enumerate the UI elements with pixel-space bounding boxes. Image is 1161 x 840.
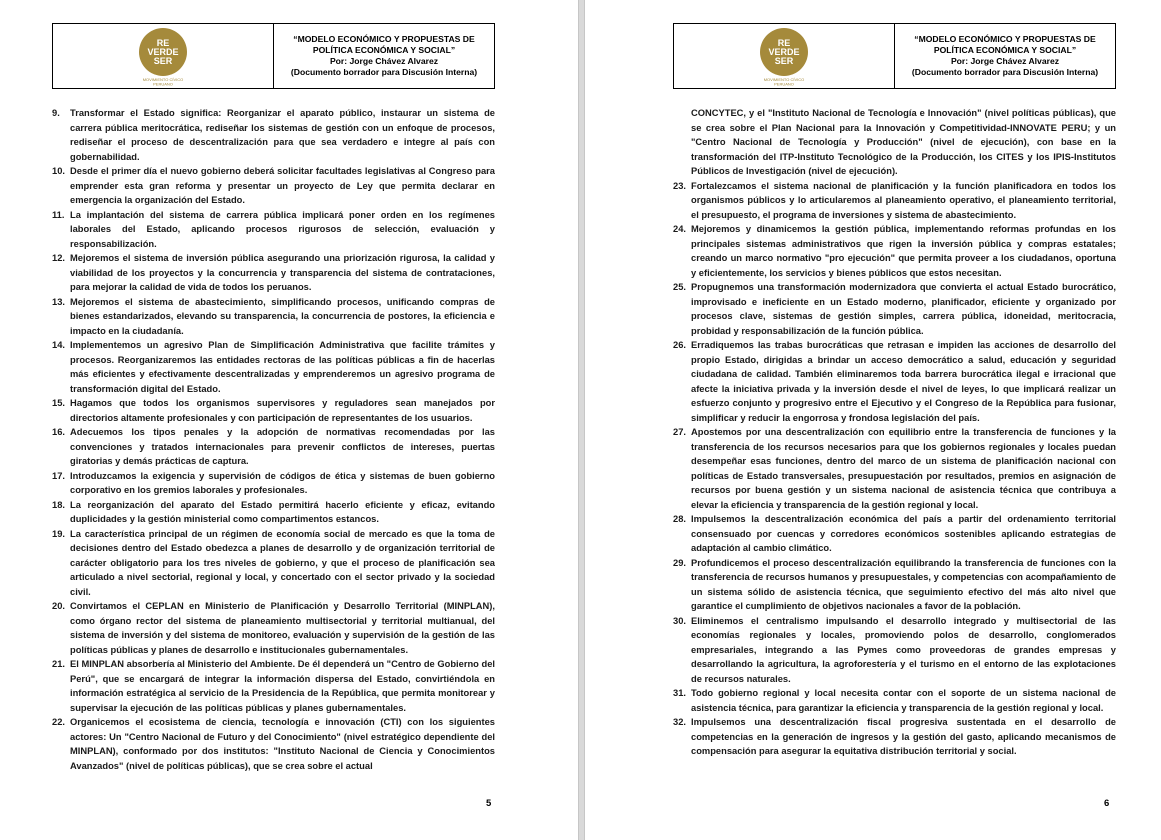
item-text: Erradiquemos las trabas burocráticas que retrasan e impiden las acciones de desarrollo del propio Estado, dirigidas a brindar un acceso democrático a salud, educación y seguridad ciudadana de calidad. También eliminaremos toda barrera burocrática ilegal e irracional que afecte la iniciativa privada y la inversión desde el nivel de leyes, lo que implicará realizar un esfuerzo conjunto y progresivo entre el Ejecutivo y el Congreso de la República para fusionar, simplificar y reducir la engorrosa y frondosa legislación del país. bbox=[691, 340, 1116, 423]
page-body bbox=[52, 106, 495, 773]
svg-text:SER: SER bbox=[153, 56, 173, 66]
item-text: Desde el primer día el nuevo gobierno deberá solicitar facultades legislativas al Congreso para emprender esta gran reforma y presentar un proyecto de Ley que permita declarar en emergencia la organización del Estado. bbox=[70, 166, 495, 205]
item-text: La característica principal de un régimen de economía social de mercado es que la toma de decisiones dentro del Estado obedezca a planes de desarrollo y de organización territorial de carácter obligatorio para los tres niveles de gobierno, y que el proceso de planificación sea articulado a nivel sectorial, regional y local, y concertado con el sector privado y la sociedad civil. bbox=[70, 528, 495, 597]
header-title-line1: “MODELO ECONÓMICO Y PROPUESTAS DE bbox=[914, 34, 1096, 44]
item-number: 29. bbox=[673, 557, 686, 568]
item-number: 25. bbox=[673, 282, 686, 292]
header-title-line2: POLÍTICA ECONÓMICA Y SOCIAL” bbox=[312, 45, 456, 55]
reverdeser-logo bbox=[131, 26, 195, 86]
item-text: Adecuemos los tipos penales y la adopción de normativas recomendadas por las convenciones y tratados internacionales para prevenir conflictos de intereses, puertas giratorias y demás prácticas de captura. bbox=[70, 427, 495, 466]
item-number: 23. bbox=[673, 180, 686, 191]
item-text: Introduzcamos la exigencia y supervisión de códigos de ética y sistemas de buen gobierno corporativo en los gremios laborales y profesionales. bbox=[70, 470, 495, 495]
document-page-left bbox=[0, 0, 578, 840]
item-number: 16. bbox=[52, 427, 65, 437]
header-title-line2: POLÍTICA ECONÓMICA Y SOCIAL” bbox=[933, 45, 1077, 55]
page-header bbox=[673, 23, 1116, 89]
item-number: 14. bbox=[52, 340, 65, 350]
svg-text:RE: RE bbox=[156, 38, 170, 48]
item-text: Propugnemos una transformación modernizadora que convierta el actual Estado burocrático, improvisado e ineficiente en un Estado moderno, planificador, eficiente y organizado por procesos clave, sistemas de gestión simples, carrera pública, idoneidad, meritocracia, probidad y responsabilización de la función pública. bbox=[691, 282, 1116, 336]
item-text: Organicemos el ecosistema de ciencia, tecnología e innovación (CTI) con los siguientes actores: Un "Centro Nacional de Futuro y del Conocimiento" (nivel estratégico dependiente del MINPLAN), conformado por dos institutos: "Instituto Nacional de Ciencia y Conocimientos Avanzados" (nivel de políticas públicas), que se crea sobre el actual bbox=[70, 717, 495, 771]
list-item bbox=[673, 686, 1116, 715]
item-number: 9. bbox=[52, 108, 60, 118]
item-text: Todo gobierno regional y local necesita contar con el soporte de un sistema nacional de asistencia técnica, para garantizar la eficiencia y transparencia de la gestión regional y local. bbox=[691, 688, 1116, 713]
svg-text:MOVIMIENTO CÍVICO: MOVIMIENTO CÍVICO bbox=[142, 77, 184, 82]
page-gutter bbox=[578, 0, 585, 840]
list-item bbox=[673, 425, 1116, 512]
list-item bbox=[673, 222, 1116, 280]
list-item bbox=[52, 599, 495, 657]
list-item bbox=[673, 338, 1116, 425]
item-number: 27. bbox=[673, 427, 686, 437]
document-page-right bbox=[585, 0, 1161, 840]
item-number: 30. bbox=[673, 615, 686, 626]
item-text: Eliminemos el centralismo impulsando el desarrollo integrado y multisectorial de las economías regionales y locales, promoviendo polos de desarrollo, conglomerados empresariales, integrando a las Pymes como proveedoras de grandes empresas y desarrollando la agricultura, la agroforestería y el turismo en el entorno de las explotaciones de recursos naturales. bbox=[691, 615, 1116, 684]
list-item bbox=[52, 396, 495, 425]
list-item bbox=[673, 614, 1116, 687]
list-item bbox=[52, 295, 495, 339]
item-text: Hagamos que todos los organismos supervisores y reguladores sean manejados por directorios altamente profesionales y con participación de representantes de los usuarios. bbox=[70, 398, 495, 423]
page-body bbox=[673, 106, 1116, 759]
svg-text:RE: RE bbox=[777, 38, 791, 48]
header-note: (Documento borrador para Discusión Interna) bbox=[911, 67, 1099, 77]
header-note: (Documento borrador para Discusión Interna) bbox=[290, 67, 478, 77]
continued-paragraph: CONCYTEC, y el "Instituto Nacional de Tecnología e Innovación" (nivel políticas públicas), que se crea sobre el Plan Nacional para la Innovación y Competitividad-INNOVATE PERU; y un "Centro Nacional de Tecnología y Producción" (nivel de ejecución), con base en la transformación del ITP-Instituto Tecnológico de la Producción, los CITES y los IPIS-Institutos Públicos de Investigación (nivel de ejecución). bbox=[691, 108, 1116, 176]
header-title-line1: “MODELO ECONÓMICO Y PROPUESTAS DE bbox=[293, 34, 475, 44]
item-number: 11. bbox=[52, 209, 65, 220]
item-text: Impulsemos una descentralización fiscal progresiva sustentada en el desarrollo de competencias en la generación de ingresos y la gestión del gasto, aplicando mecanismos de compensación para asegurar la equitativa distribución territorial y social. bbox=[691, 717, 1116, 756]
list-item bbox=[52, 164, 495, 208]
item-text: La implantación del sistema de carrera pública implicará poner orden en los regímenes laborales del Estado, aplicando procesos rigurosos de selección, evaluación y responsabilización. bbox=[70, 209, 495, 249]
item-text: La reorganización del aparato del Estado permitirá hacerlo eficiente y eficaz, evitando duplicidades y la gestión ministerial como compartimentos estancos. bbox=[70, 499, 495, 524]
list-item bbox=[673, 179, 1116, 223]
item-number: 13. bbox=[52, 296, 65, 307]
item-number: 26. bbox=[673, 340, 686, 350]
item-text: Fortalezcamos el sistema nacional de planificación y la función planificadora en todos los organismos públicos y lo articularemos al planeamiento operativo, el planeamiento territorial, el presupuesto, el programa de inversiones y sistema de abastecimiento. bbox=[691, 180, 1116, 220]
svg-text:SER: SER bbox=[774, 56, 794, 66]
item-number: 21. bbox=[52, 659, 65, 669]
item-number: 19. bbox=[52, 528, 65, 539]
item-text: Mejoremos el sistema de inversión pública asegurando una priorización rigurosa, la calidad y viabilidad de los proyectos y la concurrencia y transparencia del sistema de contrataciones, para mejorar la calidad de vida de todos los peruanos. bbox=[70, 253, 495, 292]
item-text: Implementemos un agresivo Plan de Simplificación Administrativa que facilite trámites y procesos. Reorganizaremos las entidades rectoras de las políticas públicas a fin de hacerlas más eficientes y efectivamente descentralizadas y emprenderemos un agresivo programa de transformación digital del Estado. bbox=[70, 340, 495, 394]
page-number: 5 bbox=[486, 798, 492, 809]
logo-cell bbox=[674, 24, 895, 88]
header-title-cell bbox=[274, 24, 494, 88]
svg-text:VERDE: VERDE bbox=[147, 47, 179, 57]
list-item bbox=[673, 715, 1116, 759]
item-text: El MINPLAN absorbería al Ministerio del Ambiente. De él dependerá un "Centro de Gobierno del Perú", que se encargará de integrar la información dispersa del Estado, convirtiéndola en información estratégica al servicio de la Presidencia de la República, que permita monitorear y supervisar la ejecución de las políticas públicas y planes gubernamentales. bbox=[70, 659, 495, 713]
item-text: Mejoremos el sistema de abastecimiento, simplificando procesos, unificando compras de bienes estandarizados, elevando su transparencia, la concurrencia de postores, la eficiencia e impacto en la ciudadanía. bbox=[70, 296, 495, 336]
item-number: 31. bbox=[673, 688, 686, 698]
item-text: Profundicemos el proceso descentralización equilibrando la transferencia de funciones con la transferencia de recursos humanos y presupuestales, y competencias con acompañamiento de un sistema sólido de asistencia técnica, que seguimiento efectivo del más alto nivel que garantice el cumplimiento de objetivos nacionales a favor de la población. bbox=[691, 557, 1116, 611]
item-number: 28. bbox=[673, 514, 686, 524]
item-number: 24. bbox=[673, 224, 686, 234]
item-text: Transformar el Estado significa: Reorganizar el aparato público, instaurar un sistema de carrera pública meritocrática, rediseñar los sistemas de gestión con un enfoque de procesos, rediseñar el proceso de descentralización para que sea verdadero e integre al país con gobernabilidad. bbox=[70, 108, 495, 162]
logo-cell bbox=[53, 24, 274, 88]
list-item bbox=[673, 280, 1116, 338]
svg-text:PERUANO: PERUANO bbox=[774, 81, 794, 86]
list-item bbox=[52, 251, 495, 295]
header-author: Por: Jorge Chávez Alvarez bbox=[950, 56, 1060, 66]
list-item bbox=[52, 208, 495, 252]
list-item bbox=[673, 556, 1116, 614]
svg-text:MOVIMIENTO CÍVICO: MOVIMIENTO CÍVICO bbox=[763, 77, 805, 82]
item-text: Impulsemos la descentralización económica del país a partir del ordenamiento territorial consensuado por cuencas y corredores económicos sostenibles aplicando estrategias de adaptación al cambio climático. bbox=[691, 514, 1116, 553]
list-item bbox=[52, 338, 495, 396]
list-item bbox=[52, 469, 495, 498]
item-number: 22. bbox=[52, 717, 65, 727]
list-item bbox=[52, 715, 495, 773]
list-item bbox=[52, 106, 495, 164]
header-author: Por: Jorge Chávez Alvarez bbox=[329, 56, 439, 66]
list-item bbox=[52, 527, 495, 600]
item-number: 32. bbox=[673, 717, 686, 727]
page-number: 6 bbox=[1104, 798, 1110, 809]
item-number: 15. bbox=[52, 398, 65, 408]
item-number: 17. bbox=[52, 470, 65, 481]
item-number: 18. bbox=[52, 499, 65, 510]
list-item bbox=[673, 512, 1116, 556]
item-text: Apostemos por una descentralización con equilibrio entre la transferencia de funciones y la transferencia de los recursos necesarios para que los gobiernos regionales y locales puedan desempeñar esas funciones, dentro del marco de un sistema de planificación nacional con políticas de Estado transversales, presupuestación por resultados, premios en asignación de recursos por buena gestión y un sistema nacional de asistencia técnica que contribuya a elevar la eficiencia y transparencia de la gestión regional y local. bbox=[691, 427, 1116, 510]
item-text: Convirtamos el CEPLAN en Ministerio de Planificación y Desarrollo Territorial (MINPLAN), como órgano rector del sistema de planeamiento multisectorial y territorial multianual, del sistema de inversión y del sistema de monitoreo, evaluación y supervisión de la gestión de las políticas públicas y planes de desarrollo e institucionales gubernamentales. bbox=[70, 601, 495, 655]
list-item bbox=[52, 657, 495, 715]
item-text: Mejoremos y dinamicemos la gestión pública, implementando reformas profundas en los principales sistemas administrativos que rigen la inversión pública y compras estatales; creando un marco normativo "pro ejecución" que permita proveer a los ciudadanos, oportuna y eficientemente, los servicios y bienes públicos que estos necesitan. bbox=[691, 224, 1116, 278]
list-item bbox=[52, 498, 495, 527]
page-header bbox=[52, 23, 495, 89]
svg-text:PERUANO: PERUANO bbox=[153, 81, 173, 86]
item-number: 12. bbox=[52, 253, 65, 263]
item-number: 20. bbox=[52, 601, 65, 611]
header-title-cell bbox=[895, 24, 1115, 88]
svg-text:VERDE: VERDE bbox=[768, 47, 800, 57]
list-item bbox=[52, 425, 495, 469]
item-number: 10. bbox=[52, 166, 65, 176]
reverdeser-logo bbox=[752, 26, 816, 86]
